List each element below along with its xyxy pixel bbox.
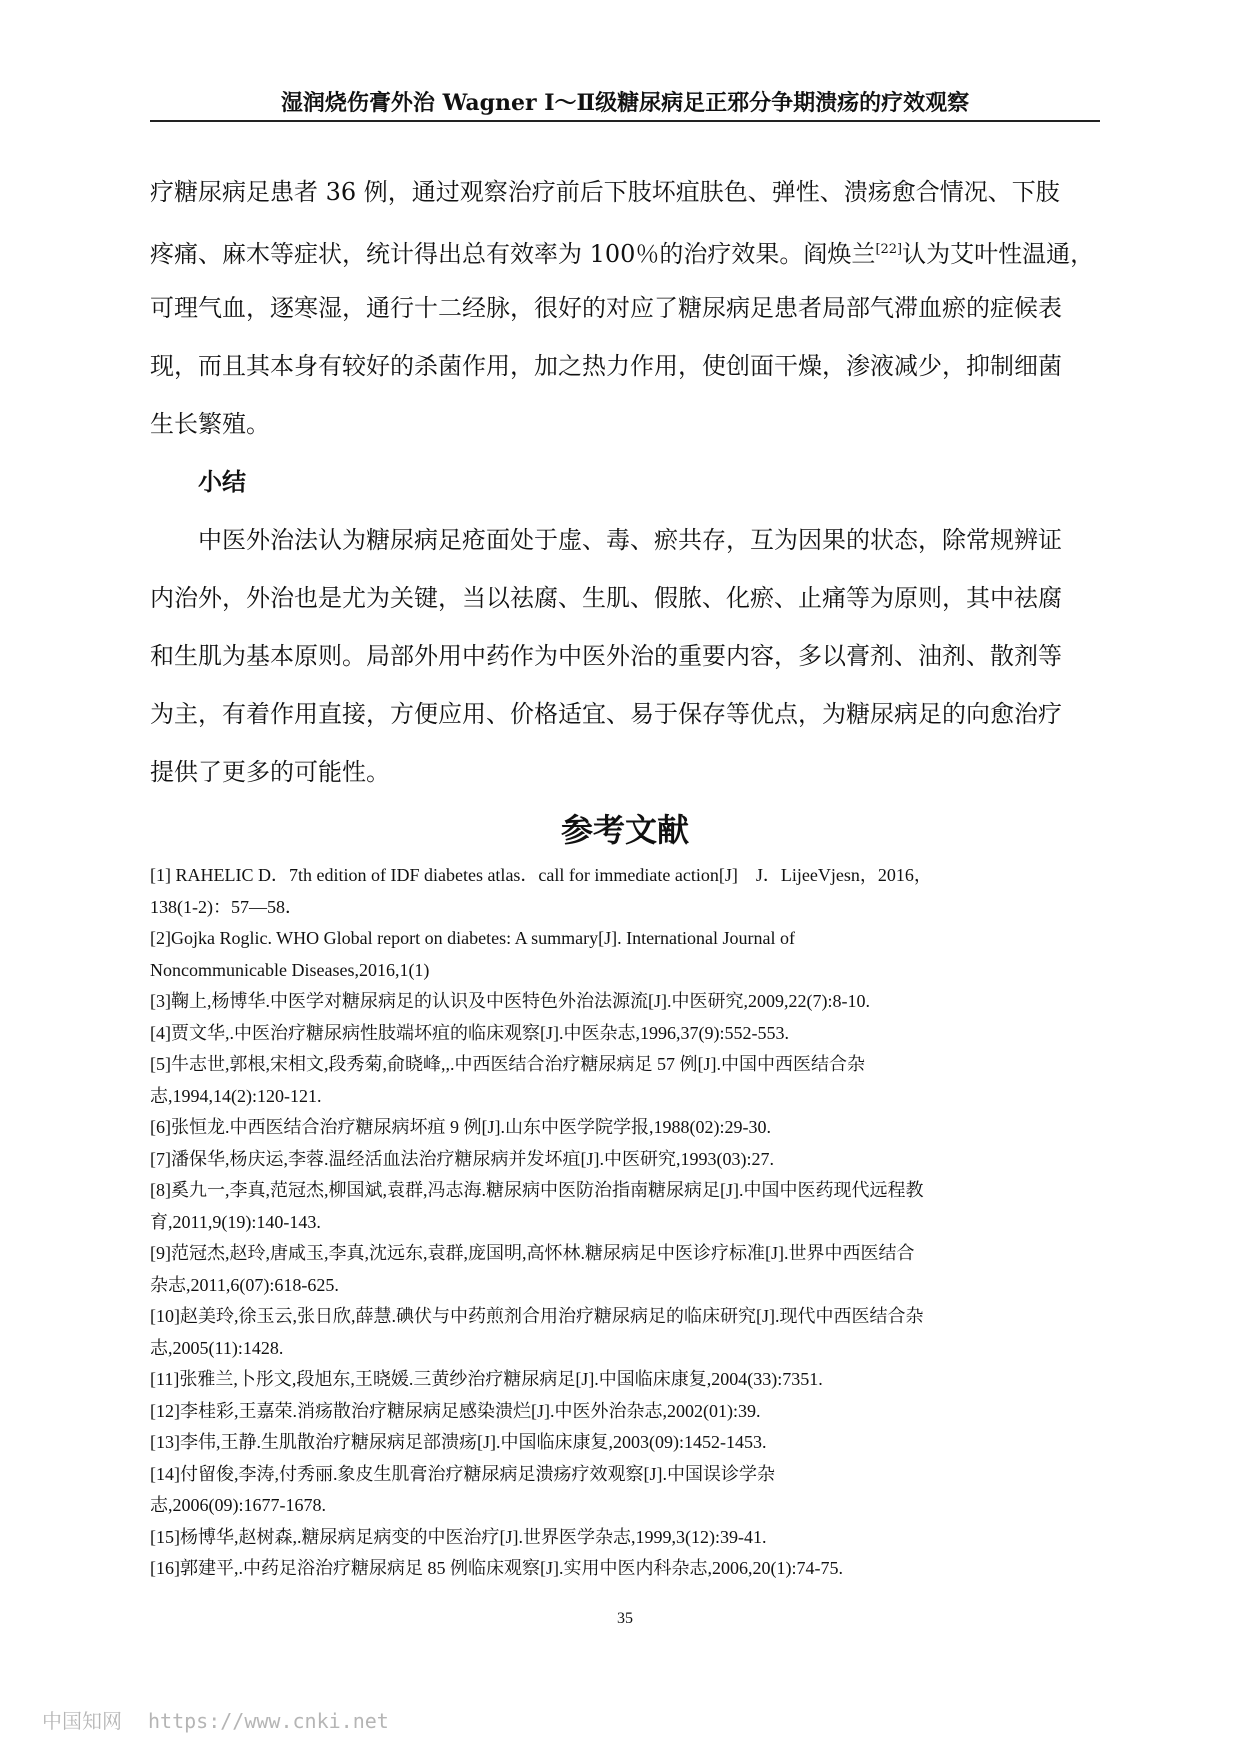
reference-line: 志,2005(11):1428. <box>150 1337 284 1358</box>
reference-line: [14]付留俊,李涛,付秀丽.象皮生肌膏治疗糖尿病足溃疡疗效观察[J].中国误诊学杂 <box>150 1463 775 1484</box>
reference-line: [4]贾文华,.中医治疗糖尿病性肢端坏疽的临床观察[J].中医杂志,1996,37(9):552-553. <box>150 1022 789 1043</box>
reference-line: [5]牛志世,郭根,宋相文,段秀菊,俞晓峰,,.中西医结合治疗糖尿病足 57 例[J].中国中西医结合杂 <box>150 1054 865 1074</box>
reference-line: [7]潘保华,杨庆运,李蓉.温经活血法治疗糖尿病并发坏疽[J].中医研究,1993(03):27. <box>150 1148 774 1169</box>
reference-line: 杂志,2011,6(07):618-625. <box>150 1274 339 1295</box>
reference-line: [12]李桂彩,王嘉荣.消疡散治疗糖尿病足感染溃烂[J].中医外治杂志,2002(01):39. <box>150 1400 761 1421</box>
reference-line: [10]赵美玲,徐玉云,张日欣,薛慧.碘伏与中药煎剂合用治疗糖尿病足的临床研究[J].现代中西医结合杂 <box>150 1306 924 1326</box>
reference-line: [8]奚九一,李真,范冠杰,柳国斌,袁群,冯志海.糖尿病中医防治指南糖尿病足[J].中国中医药现代远程教 <box>150 1180 924 1200</box>
reference-line: [2]Gojka Roglic. WHO Global report on diabetes: A summary[J]. International Journal of <box>150 928 796 948</box>
cnki-watermark <box>42 1705 389 1734</box>
reference-line: 志,1994,14(2):120-121. <box>150 1085 322 1106</box>
running-header: 湿润烧伤膏外治 Wagner Ⅰ～Ⅱ级糖尿病足正邪分争期溃疡的疗效观察 <box>280 90 970 116</box>
reference-line: 志,2006(09):1677-1678. <box>150 1495 326 1515</box>
paragraph-line: 和生肌为基本原则。局部外用中药作为中医外治的重要内容，多以膏剂、油剂、散剂等 <box>150 642 1062 670</box>
reference-line: [13]李伟,王静.生肌散治疗糖尿病足部溃疡[J].中国临床康复,2003(09):1452-1453. <box>150 1432 767 1452</box>
references-title: 参考文献 <box>560 811 689 849</box>
paragraph-line: 疗糖尿病足患者 36 例，通过观察治疗前后下肢坏疽肤色、弹性、溃疡愈合情况、下肢 <box>150 178 1060 206</box>
reference-line: 育,2011,9(19):140-143. <box>150 1211 321 1232</box>
paragraph-line: 生长繁殖。 <box>150 410 270 438</box>
paragraph-line: 中医外治法认为糖尿病足疮面处于虚、毒、瘀共存，互为因果的状态，除常规辨证 <box>198 526 1062 554</box>
watermark-brand: 中国知网 <box>42 1709 122 1733</box>
reference-line: [6]张恒龙.中西医结合治疗糖尿病坏疽 9 例[J].山东中医学院学报,1988(02):29-30. <box>150 1117 771 1137</box>
reference-line: [16]郭建平,.中药足浴治疗糖尿病足 85 例临床观察[J].实用中医内科杂志,2006,20(1):74-75. <box>150 1558 843 1578</box>
watermark-url: https://www.cnki.net <box>148 1709 389 1733</box>
paragraph-line-text: 认为艾叶性温通， <box>902 240 1095 268</box>
section-heading-summary: 小结 <box>198 468 246 496</box>
paragraph-line: 内治外，外治也是尤为关键，当以祛腐、生肌、假脓、化瘀、止痛等为原则，其中祛腐 <box>150 584 1062 612</box>
reference-line: [1] RAHELIC D．7th edition of IDF diabetes atlas．call for immediate action[J] J．LijeeVjesn，2016， <box>150 865 932 885</box>
reference-line: [9]范冠杰,赵玲,唐咸玉,李真,沈远东,袁群,庞国明,高怀林.糖尿病足中医诊疗标准[J].世界中西医结合 <box>150 1243 915 1263</box>
paragraph-line-text: 疼痛、麻木等症状，统计得出总有效率为 100％的治疗效果。阎焕兰 <box>150 240 876 268</box>
reference-line: 138(1-2)：57—58． <box>150 896 303 917</box>
paragraph-line: 为主，有着作用直接，方便应用、价格适宜、易于保存等优点，为糖尿病足的向愈治疗 <box>150 700 1062 728</box>
paragraph-line: 现，而且其本身有较好的杀菌作用，加之热力作用，使创面干燥，渗液减少，抑制细菌 <box>150 352 1062 380</box>
body-text <box>150 163 1100 801</box>
reference-line: Noncommunicable Diseases,2016,1(1) <box>150 959 430 980</box>
citation-superscript: [22] <box>875 242 903 257</box>
reference-list <box>150 860 1100 1585</box>
paragraph-line: 可理气血，逐寒湿，通行十二经脉，很好的对应了糖尿病足患者局部气滞血瘀的症候表 <box>150 294 1062 322</box>
paragraph-line: 提供了更多的可能性。 <box>150 758 390 786</box>
reference-line: [11]张雅兰,卜彤文,段旭东,王晓媛.三黄纱治疗糖尿病足[J].中国临床康复,2004(33):7351. <box>150 1369 823 1389</box>
reference-line: [3]鞠上,杨博华.中医学对糖尿病足的认识及中医特色外治法源流[J].中医研究,2009,22(7):8-10. <box>150 991 870 1011</box>
page-number: 35 <box>617 1610 633 1627</box>
reference-line: [15]杨博华,赵树森,.糖尿病足病变的中医治疗[J].世界医学杂志,1999,3(12):39-41. <box>150 1526 767 1547</box>
paragraph-line <box>150 221 1100 279</box>
header-rule <box>150 120 1100 122</box>
